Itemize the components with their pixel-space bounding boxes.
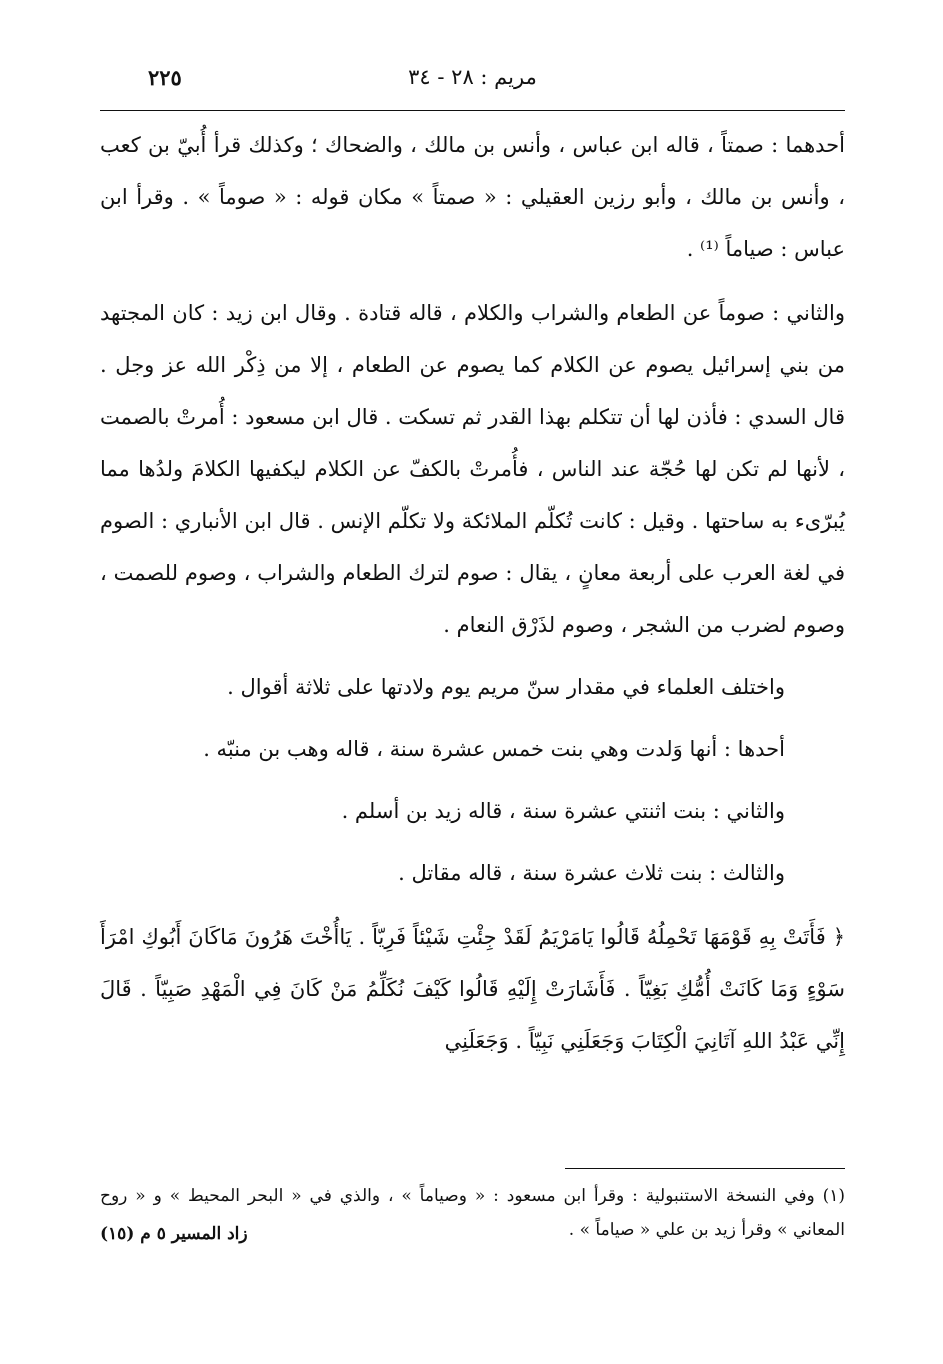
document-page	[100, 55, 845, 1315]
footnote-rule	[565, 1168, 845, 1169]
page-number: ٢٢٥	[148, 65, 182, 90]
paragraph-first-view: أحدهما : صمتاً ، قاله ابن عباس ، وأنس بن مالك ، والضحاك ؛ وكذلك قرأ أُبيّ بن كعب ، وأنس بن مالك ، وأبو رزين العقيلي : « صمتاً » مكان قوله : « صوماً » . وقرأ ابن عباس : صياماً ⁽¹⁾ .	[100, 133, 845, 261]
footnote-text: (١) وفي النسخة الاستنبولية : وقرأ ابن مسعود : « وصياماً » ، والذي في « البحر المحيط » و « روح المعاني » وقرأ زيد بن علي « صياماً » .	[100, 1186, 845, 1240]
page-header	[100, 55, 845, 103]
body-text	[100, 119, 845, 1067]
quran-passage: ﴿ فَأَتَتْ بِهِ قَوْمَهَا تَحْمِلُهُ قَالُوا يَامَرْيَمُ لَقَدْ جِئْتِ شَيْئاً فَرِيّاً . يَاأُخْتَ هَرُونَ مَاكَانَ أَبُوكِ امْرَأَ سَوْءٍ وَمَا كَانَتْ أُمُّكِ بَغِيّاً . فَأَشَارَتْ إِلَيْهِ قَالُوا كَيْفَ نُكَلِّمُ مَنْ كَانَ فِي الْمَهْدِ صَبِيّاً . قَالَ إِنِّي عَبْدُ اللهِ آتَانِيَ الْكِتَابَ وَجَعَلَنِي نَبِيّاً . وَجَعَلَنِي	[100, 925, 845, 1053]
header-rule	[100, 110, 845, 111]
signature-mark: زاد المسير ٥ م (١٥)	[100, 1224, 248, 1244]
paragraph-age-disagreement: واختلف العلماء في مقدار سنّ مريم يوم ولادتها على ثلاثة أقوال .	[227, 675, 785, 699]
paragraph-second-view: والثاني : صوماً عن الطعام والشراب والكلام ، قاله قتادة . وقال ابن زيد : كان المجتهد من بني إسرائيل يصوم عن الكلام كما يصوم عن الطعام ، إلا من ذِكْر الله عز وجل . قال السدي : فأذن لها أن تتكلم بهذا القدر ثم تسكت . قال ابن مسعود : أُمرتْ بالصمت ، لأنها لم تكن لها حُجّة عند الناس ، فأُمرتْ بالكفّ عن الكلام ليكفيها الكلامَ ولدُها مما يُبرّىء به ساحتها . وقيل : كانت تُكلّم الملائكة ولا تكلّم الإنس . قال ابن الأنباري : الصوم في لغة العرب على أربعة معانٍ ، يقال : صوم لترك الطعام والشراب ، وصوم للصمت ، وصوم لضرب من الشجر ، وصوم لذَرْق النعام .	[100, 301, 845, 637]
paragraph-age-second: والثاني : بنت اثنتي عشرة سنة ، قاله زيد بن أسلم .	[341, 799, 785, 823]
running-head: مريم : ٢٨ - ٣٤	[408, 65, 537, 89]
paragraph-age-first: أحدها : أنها وَلدت وهي بنت خمس عشرة سنة ، قاله وهب بن منبّه .	[203, 737, 785, 761]
paragraph-age-third: والثالث : بنت ثلاث عشرة سنة ، قاله مقاتل .	[398, 861, 785, 885]
